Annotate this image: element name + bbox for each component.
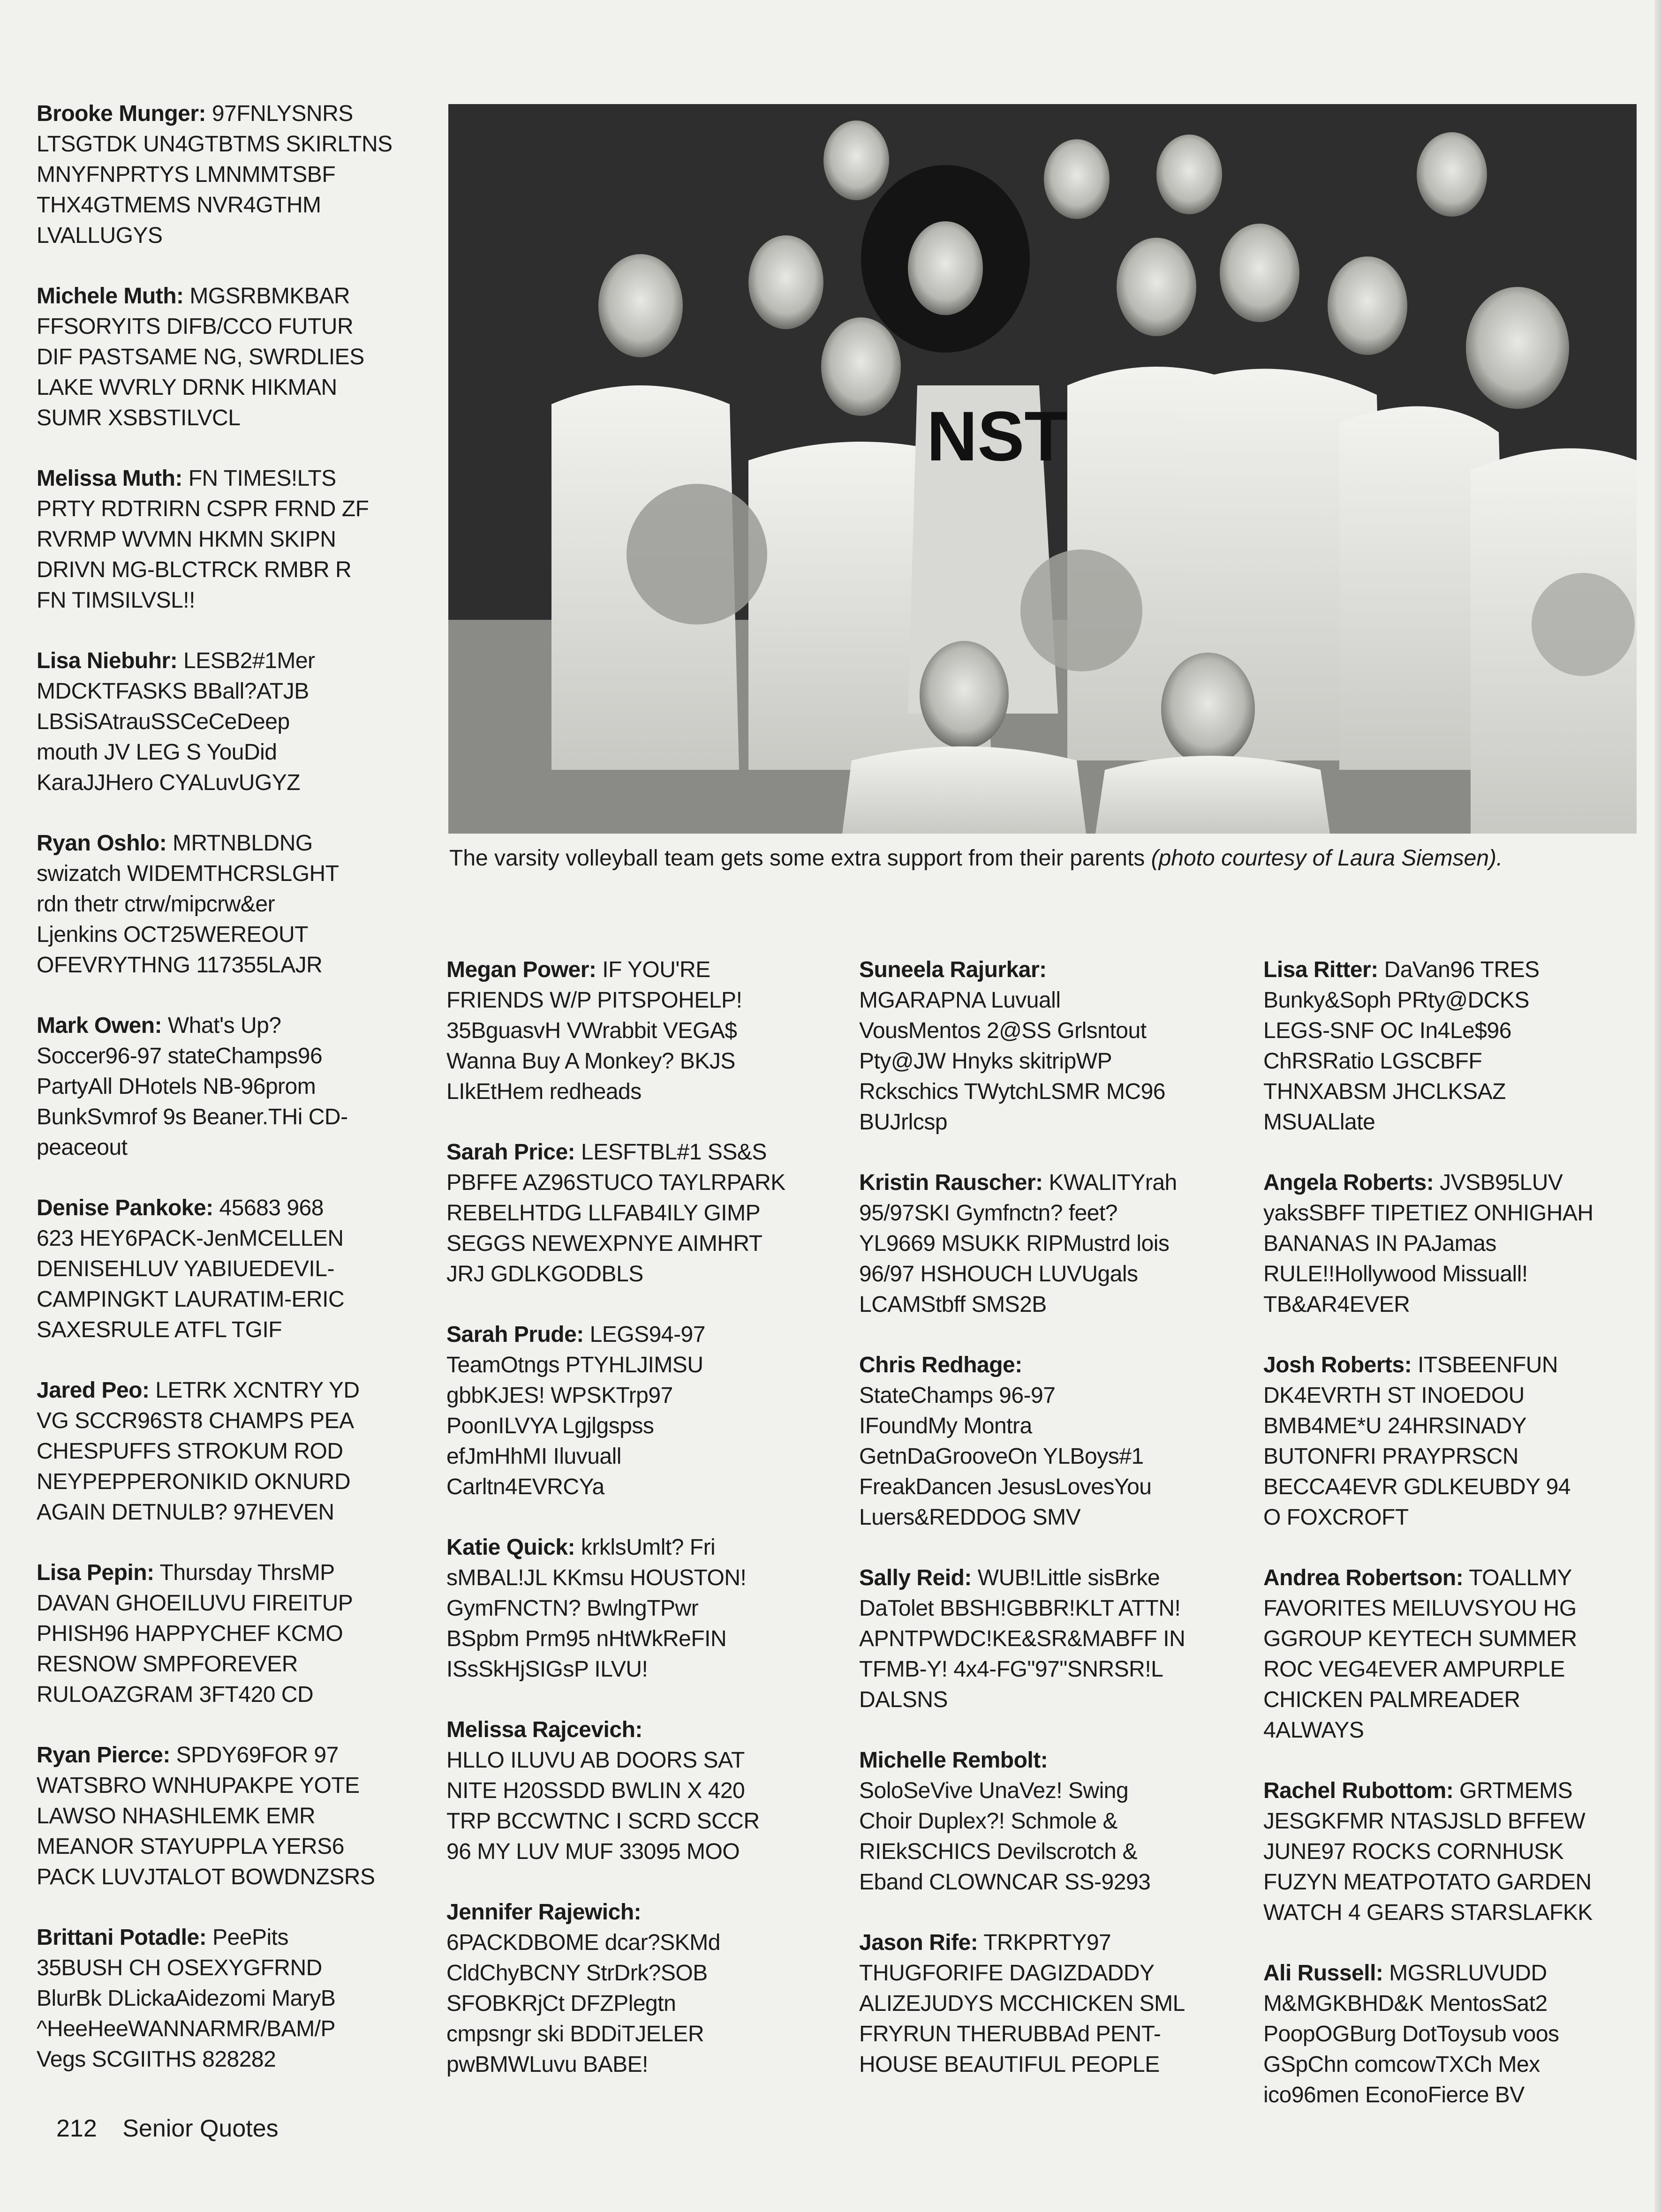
senior-quote: FN TIMES!LTS PRTY RDTRIRN CSPR FRND ZF RVRMP WVMN HKMN SKIPN DRIVN MG-BLCTRCK RMBR R FN TIMSILVSL!! [37,466,369,613]
senior-quote: LESB2#1Mer MDCKTFASKS BBall?ATJB LBSiSAtrauSSCeCeDeep mouth JV LEG S YouDid KaraJJHero CYALuvUGYZ [37,648,315,795]
senior-name: Josh Roberts: [1263,1353,1412,1377]
senior-quote-entry [37,1557,430,1710]
senior-quote-entry [37,1193,430,1345]
senior-name: Rachel Rubottom: [1263,1778,1454,1803]
senior-name: Michele Muth: [37,284,184,308]
page-edge [1654,0,1661,2212]
senior-quote: 6PACKDBOME dcar?SKMd CldChyBCNY StrDrk?SOB SFOBKRjCt DFZPlegtn cmpsngr ski BDDiTJELER pwBMWLuvu BABE! [446,1930,720,2077]
senior-name: Suneela Rajurkar: [859,957,1047,982]
senior-quote-entry [1263,1958,1653,2110]
senior-quote-entry [446,1319,840,1502]
senior-quote: TRKPRTY97 THUGFORIFE DAGIZDADDY ALIZEJUDYS MCCHICKEN SML FRYRUN THERUBBAd PENT- HOUSE BEAUTIFUL PEOPLE [859,1930,1185,2077]
senior-quote: 45683 968 623 HEY6PACK-JenMCELLEN DENISEHLUV YABIUEDEVIL- CAMPINGKT LAURATIM-ERIC SAXESRULE ATFL TGIF [37,1196,345,1342]
section-title: Senior Quotes [122,2115,279,2142]
senior-quote: SoloSeVive UnaVez! Swing Choir Duplex?! Schmole & RIEkSCHICS Devilscrotch & Eband CLOWNCAR SS-9293 [859,1778,1151,1895]
page-number: 212 [56,2115,97,2142]
senior-quote-entry [446,1532,840,1685]
senior-quote: LEGS94-97 TeamOtngs PTYHLJIMSU gbbKJES! WPSKTrp97 PoonILVYA Lgjlgspss efJmHhMI Iluvuall Carltn4EVRCYa [446,1322,705,1499]
quotes-column-3 [859,955,1253,2110]
senior-quote-entry [1263,955,1653,1137]
senior-quote: 97FNLYSNRS LTSGTDK UN4GTBTMS SKIRLTNS MNYFNPRTYS LMNMMTSBF THX4GTMEMS NVR4GTHM LVALLUGYS [37,101,393,248]
senior-quote: LESFTBL#1 SS&S PBFFE AZ96STUCO TAYLRPARK REBELHTDG LLFAB4ILY GIMP SEGGS NEWEXPNYE AIMHRT JRJ GDLKGODBLS [446,1140,785,1287]
senior-name: Ali Russell: [1263,1961,1383,1986]
senior-quote-entry [446,955,840,1107]
senior-quote-entry [37,281,430,433]
senior-quote-entry [37,98,430,251]
senior-name: Sarah Prude: [446,1322,584,1347]
senior-quote: PeePits 35BUSH CH OSEXYGFRND BlurBk DLickaAidezomi MaryB ^HeeHeeWANNARMR/BAM/P Vegs SCGIITHS 828282 [37,1925,336,2072]
senior-quote-entry [446,1137,840,1289]
senior-quote-entry [859,955,1253,1137]
senior-name: Brittani Potadle: [37,1925,207,1950]
senior-quote: SPDY69FOR 97 WATSBRO WNHUPAKPE YOTE LAWSO NHASHLEMK EMR MEANOR STAYUPPLA YERS6 PACK LUVJTALOT BOWDNZSRS [37,1743,375,1889]
senior-name: Michelle Rembolt: [859,1748,1048,1773]
senior-quote-entry [1263,1563,1653,1746]
senior-name: Ryan Oshlo: [37,831,167,856]
senior-name: Sarah Price: [446,1140,575,1165]
senior-quote-entry [1263,1350,1653,1533]
svg-text:NST: NST [927,397,1067,475]
team-photo [448,104,1637,834]
senior-name: Denise Pankoke: [37,1196,213,1220]
photo-caption [449,844,1636,873]
senior-name: Ryan Pierce: [37,1743,170,1768]
senior-quote: MGSRLUVUDD M&MGKBHD&K MentosSat2 PoopOGBurg DotToysub voos GSpChn comcowTXCh Mex ico96men EconoFierce BV [1263,1961,1559,2107]
quotes-column-2 [446,955,840,2110]
senior-quote: MGSRBMKBAR FFSORYITS DIFB/CCO FUTUR DIF PASTSAME NG, SWRDLIES LAKE WVRLY DRNK HIKMAN SUMR XSBSTILVCL [37,284,364,430]
quotes-column-4 [1263,955,1653,2140]
page-footer [56,2114,279,2143]
senior-quote-entry [1263,1776,1653,1928]
senior-name: Mark Owen: [37,1013,162,1038]
senior-quote: What's Up? Soccer96-97 stateChamps96 PartyAll DHotels NB-96prom BunkSvmrof 9s Beaner.THi CD- peaceout [37,1013,348,1160]
senior-quote: MGARAPNA Luvuall VousMentos 2@SS Grlsntout Pty@JW Hnyks skitripWP Rckschics TWytchLSMR MC96 BUJrlcsp [859,988,1165,1135]
senior-name: Andrea Robertson: [1263,1565,1464,1590]
senior-quote: Thursday ThrsMP DAVAN GHOEILUVU FIREITUP PHISH96 HAPPYCHEF KCMO RESNOW SMPFOREVER RULOAZGRAM 3FT420 CD [37,1560,353,1707]
senior-name: Lisa Ritter: [1263,957,1378,982]
team-photo-icon [448,104,1637,834]
senior-name: Lisa Niebuhr: [37,648,178,673]
senior-quote: IF YOU'RE FRIENDS W/P PITSPOHELP! 35BguasvH VWrabbit VEGA$ Wanna Buy A Monkey? BKJS LIkEtHem redheads [446,957,742,1104]
senior-quote-entry [37,1922,430,2075]
senior-name: Jason Rife: [859,1930,978,1955]
senior-quote-entry [859,1563,1253,1715]
senior-quote: GRTMEMS JESGKFMR NTASJSLD BFFEW JUNE97 ROCKS CORNHUSK FUZYN MEATPOTATO GARDEN WATCH 4 GEARS STARSLAFKK [1263,1778,1593,1925]
senior-name: Sally Reid: [859,1565,972,1590]
senior-quote: DaVan96 TRES Bunky&Soph PRty@DCKS LEGS-SNF OC In4Le$96 ChRSRatio LGSCBFF THNXABSM JHCLKSAZ MSUALlate [1263,957,1540,1135]
senior-quote-entry [1263,1167,1653,1320]
senior-name: Chris Redhage: [859,1353,1022,1377]
senior-name: Melissa Rajcevich: [446,1717,642,1742]
senior-quote: WUB!Little sisBrke DaTolet BBSH!GBBR!KLT ATTN! APNTPWDC!KE&SR&MABFF IN TFMB-Y! 4x4-FG"97"SNRSR!L DALSNS [859,1565,1185,1712]
senior-quote: StateChamps 96-97 IFoundMy Montra GetnDaGrooveOn YLBoys#1 FreakDancen JesusLovesYou Luers&REDDOG SMV [859,1383,1152,1530]
senior-quote-entry [446,1897,840,2080]
senior-name: Katie Quick: [446,1535,575,1560]
senior-quote-entry [859,1745,1253,1897]
senior-quote-entry [37,646,430,798]
senior-quote-entry [37,463,430,616]
senior-quote: JVSB95LUV yaksSBFF TIPETIEZ ONHIGHAH BANANAS IN PAJamas RULE!!Hollywood Missuall! TB&AR4EVER [1263,1170,1593,1317]
senior-quote-entry [859,1167,1253,1320]
senior-name: Jennifer Rajewich: [446,1900,642,1925]
senior-quote-entry [859,1350,1253,1533]
senior-name: Angela Roberts: [1263,1170,1434,1195]
senior-quote-entry [37,1740,430,1892]
senior-quote: MRTNBLDNG swizatch WIDEMTHCRSLGHT rdn thetr ctrw/mipcrw&er Ljenkins OCT25WEREOUT OFEVRYTHNG 117355LAJR [37,831,339,978]
senior-quote-entry [446,1715,840,1867]
senior-quote-entry [859,1927,1253,2080]
quotes-column-1 [37,98,430,2105]
senior-name: Brooke Munger: [37,101,206,126]
senior-quote: KWALITYrah 95/97SKI Gymfnctn? feet? YL9669 MSUKK RIPMustrd lois 96/97 HSHOUCH LUVUgals LCAMStbff SMS2B [859,1170,1177,1317]
senior-quote: ITSBEENFUN DK4EVRTH ST INOEDOU BMB4ME*U 24HRSINADY BUTONFRI PRAYPRSCN BECCA4EVR GDLKEUBDY 94 O FOXCROFT [1263,1353,1571,1530]
senior-quote: krklsUmlt? Fri sMBAL!JL KKmsu HOUSTON! GymFNCTN? BwlngTPwr BSpbm Prm95 nHtWkReFIN ISsSkHjSIGsP ILVU! [446,1535,747,1682]
caption-text: The varsity volleyball team gets some extra support from their parents [449,846,1151,871]
senior-name: Jared Peo: [37,1378,150,1403]
senior-name: Megan Power: [446,957,596,982]
senior-name: Kristin Rauscher: [859,1170,1043,1195]
senior-quote: HLLO ILUVU AB DOORS SAT NITE H20SSDD BWLIN X 420 TRP BCCWTNC I SCRD SCCR 96 MY LUV MUF 33095 MOO [446,1748,760,1864]
caption-credit: (photo courtesy of Laura Siemsen). [1151,846,1503,871]
senior-quote-entry [37,1010,430,1163]
senior-quote: LETRK XCNTRY YD VG SCCR96ST8 CHAMPS PEA CHESPUFFS STROKUM ROD NEYPEPPERONIKID OKNURD AGAIN DETNULB? 97HEVEN [37,1378,360,1525]
senior-name: Lisa Pepin: [37,1560,154,1585]
senior-quote-entry [37,1375,430,1527]
senior-quote: TOALLMY FAVORITES MEILUVSYOU HG GGROUP KEYTECH SUMMER ROC VEG4EVER AMPURPLE CHICKEN PALMREADER 4ALWAYS [1263,1565,1577,1743]
senior-name: Melissa Muth: [37,466,182,491]
senior-quote-entry [37,828,430,980]
